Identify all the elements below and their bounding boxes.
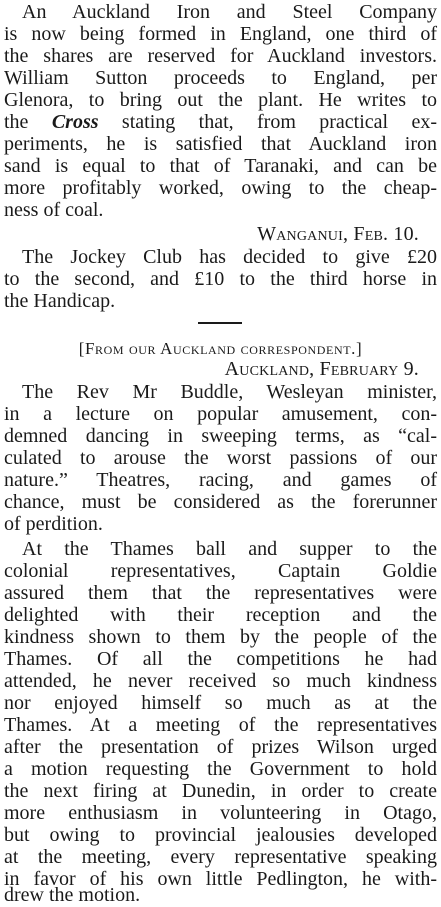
- article-line: more enthusiasm in volunteering in Otago,: [4, 802, 437, 824]
- article-line: of perdition.: [4, 513, 103, 535]
- article-line: in a lecture on popular amusement, con-: [4, 403, 437, 425]
- article-line: but owing to provincial jealousies developed: [4, 824, 437, 846]
- article-line: The Jockey Club has decided to give £20: [22, 246, 437, 268]
- article-line: attended, he never received so much kindness: [4, 670, 437, 692]
- article-line: Thames. Of all the competitions he had: [4, 648, 437, 670]
- dateline-auckland: Auckland, February 9.: [224, 358, 419, 380]
- article-line: Thames. At a meeting of the representatives: [4, 714, 437, 736]
- article-line: demned dancing in sweeping terms, as “cal-: [4, 425, 437, 447]
- article-line: The Rev Mr Buddle, Wesleyan minister,: [22, 381, 437, 403]
- article-line: nor enjoyed himself so much as at the: [4, 692, 437, 714]
- article-line: more profitably worked, owing to the cheap-: [4, 177, 437, 199]
- article-line: periments, he is satisfied that Auckland iron: [4, 133, 437, 155]
- text-segment: the: [4, 111, 29, 133]
- article-line: after the presentation of prizes Wilson urged: [4, 736, 437, 758]
- article-line: is now being formed in England, one third of: [4, 23, 437, 45]
- article-line: the shares are reserved for Auckland investors.: [4, 45, 437, 67]
- article-line: culated to arouse the worst passions of our: [4, 447, 437, 469]
- article-line: delighted with their reception and the: [4, 604, 437, 626]
- article-line: colonial representatives, Captain Goldie: [4, 560, 437, 582]
- article-line-with-italic: [0, 110, 441, 134]
- article-line: ness of coal.: [4, 199, 104, 221]
- article-line: at the meeting, every representative speaking: [4, 846, 437, 868]
- article-line: An Auckland Iron and Steel Company: [22, 1, 437, 23]
- article-line: in favor of his own little Pedlington, he with-: [4, 868, 437, 890]
- article-line: drew the motion.: [4, 884, 141, 906]
- article-line: nature.” Theatres, racing, and games of: [4, 469, 437, 491]
- article-line: William Sutton proceeds to England, per: [4, 67, 437, 89]
- article-line: sand is equal to that of Taranaki, and can be: [4, 155, 437, 177]
- newspaper-title-italic: Cross: [51, 111, 99, 133]
- article-line: At the Thames ball and supper to the: [22, 538, 437, 560]
- section-divider-rule: [198, 322, 242, 324]
- article-line: the Handicap.: [4, 290, 116, 312]
- article-line: chance, must be considered as the forerunner: [4, 491, 437, 513]
- article-line: assured them that the representatives were: [4, 582, 437, 604]
- article-line: kindness shown to them by the people of the: [4, 626, 437, 648]
- dateline-wanganui: Wanganui, Feb. 10.: [257, 223, 419, 245]
- text-segment: stating that, from practical ex-: [121, 111, 438, 133]
- article-line: to the second, and £10 to the third horse in: [4, 268, 437, 290]
- correspondent-header: [From our Auckland correspondent.]: [78, 339, 363, 358]
- article-line: a motion requesting the Government to hold: [4, 758, 437, 780]
- article-line: Glenora, to bring out the plant. He writes to: [4, 89, 437, 111]
- article-line: the next firing at Dunedin, in order to create: [4, 780, 437, 802]
